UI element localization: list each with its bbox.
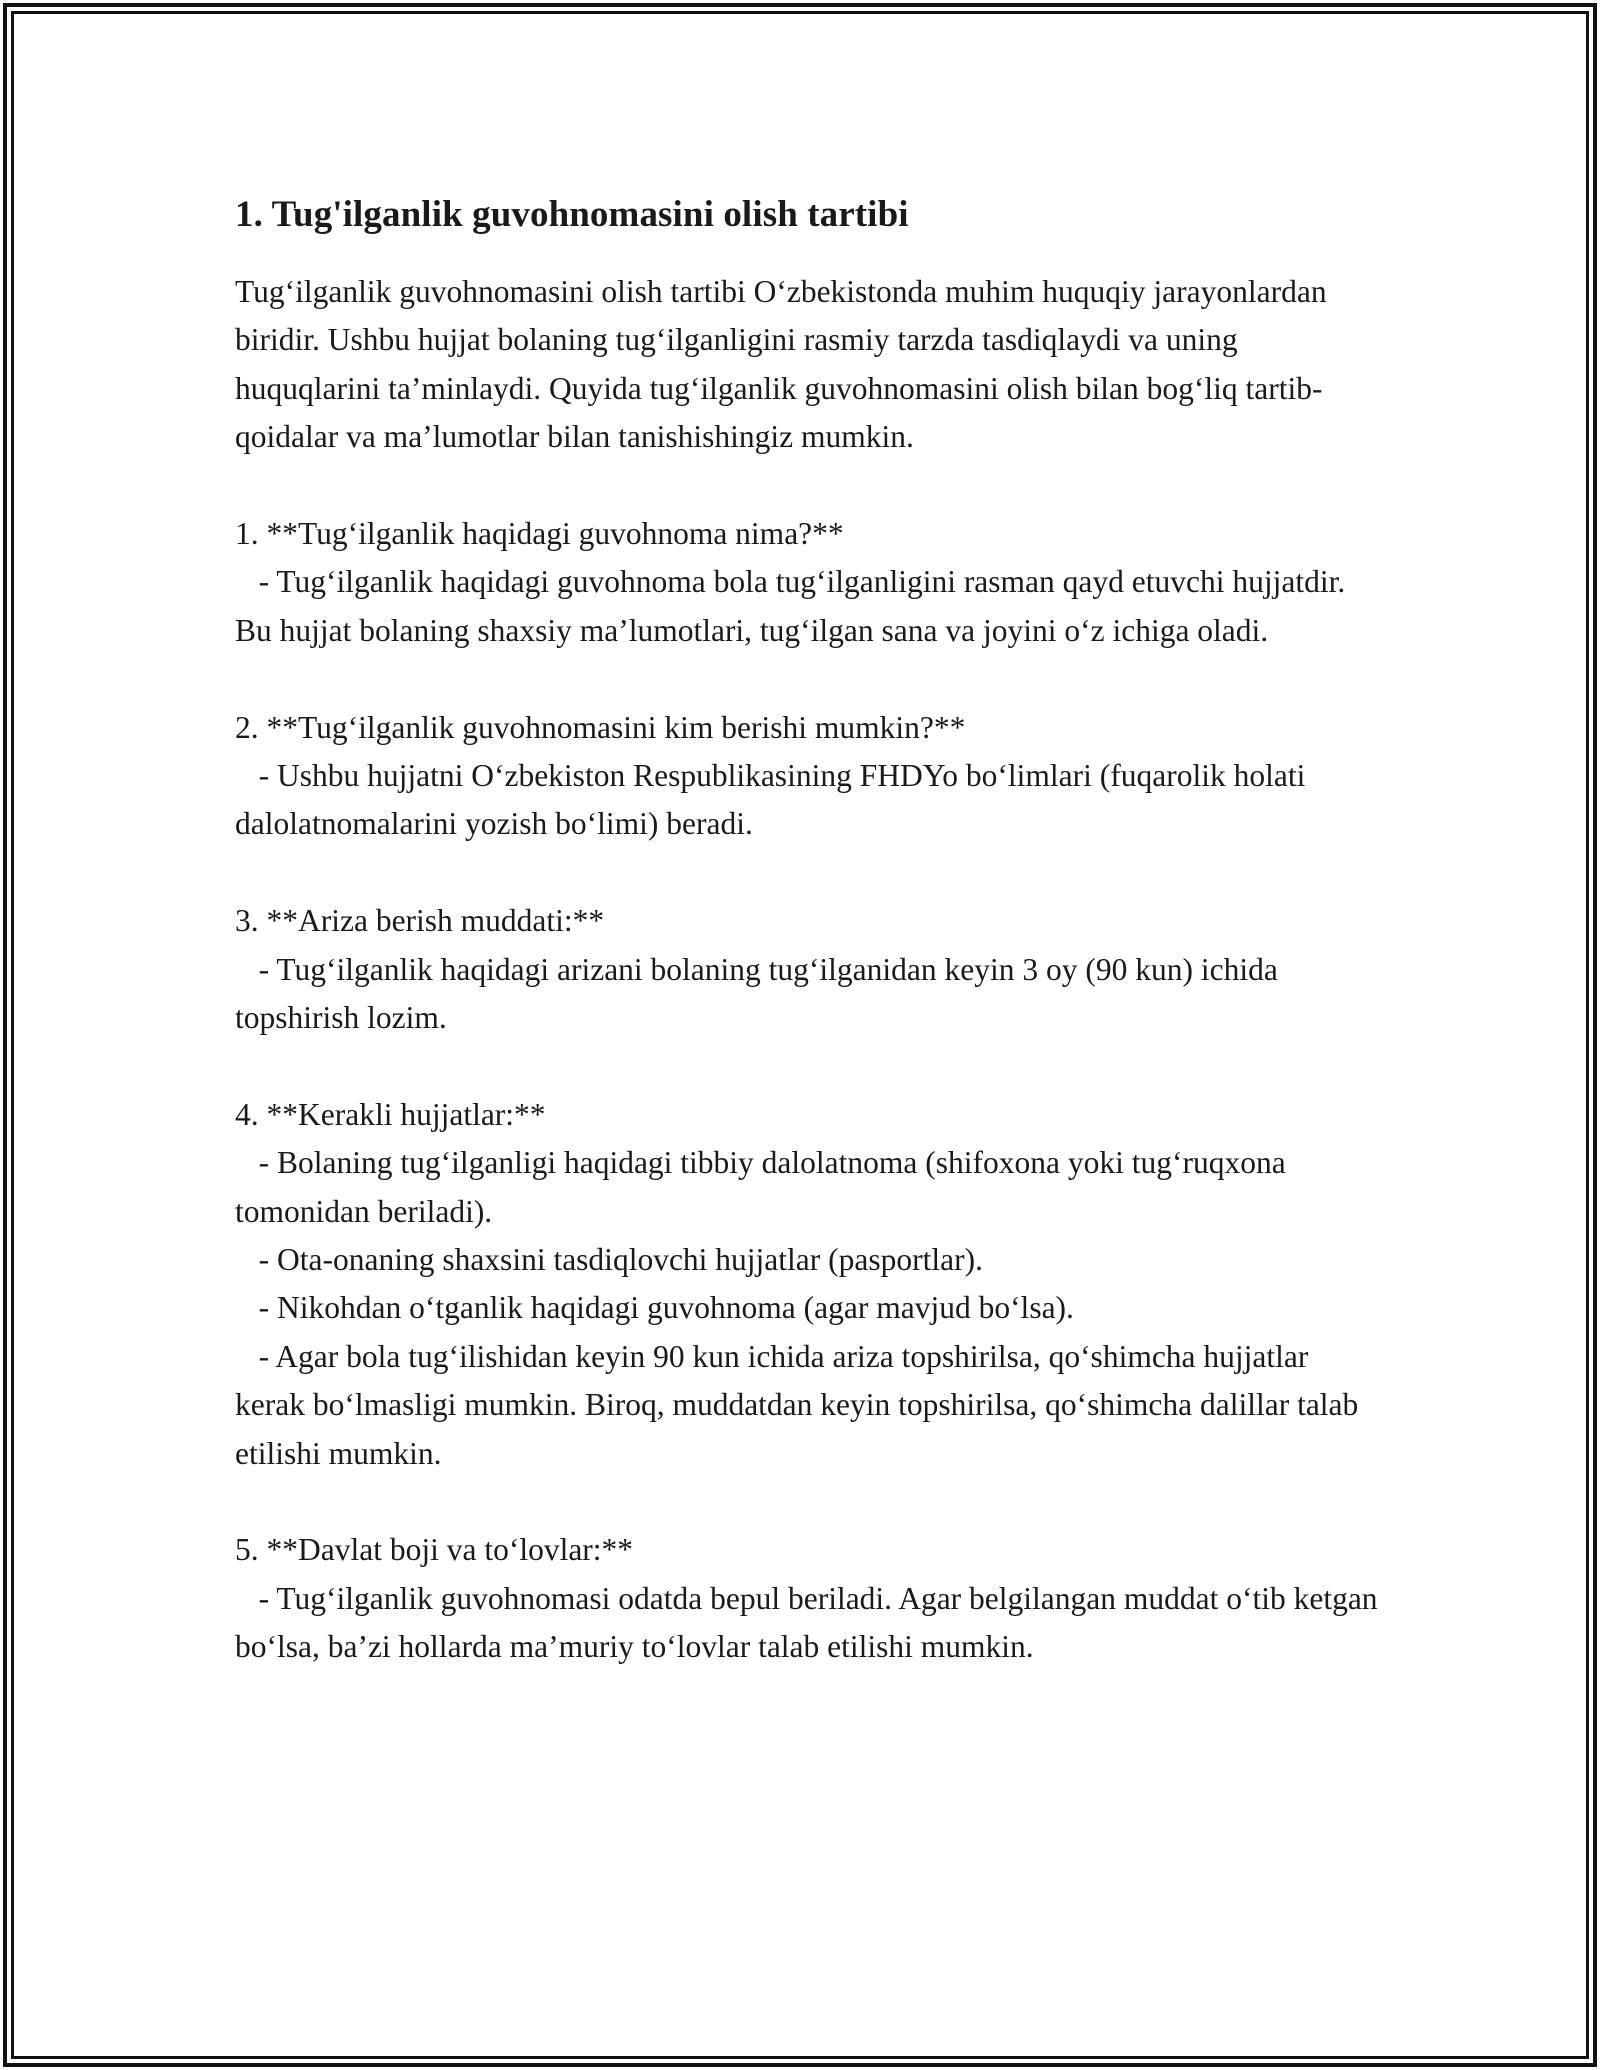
- section-item: - Agar bola tug‘ilishidan keyin 90 kun ichida ariza topshirilsa, qo‘shimcha hujjatlar kerak bo‘lmasligi mumkin. Biroq, muddatdan keyin topshirilsa, qo‘shimcha dalillar talab etilishi mumkin.: [235, 1338, 1367, 1471]
- section-item: - Ushbu hujjatni O‘zbekiston Respublikasining FHDYo bo‘limlari (fuqarolik holati dalolatnomalarini yozish bo‘limi) beradi.: [235, 758, 1314, 842]
- section-item: - Tug‘ilganlik haqidagi guvohnoma bola tug‘ilganligini rasman qayd etuvchi hujjatdir. Bu hujjat bolaning shaxsiy ma’lumotlari, tug‘ilgan sana va joyini o‘z ichiga oladi.: [235, 564, 1354, 648]
- section-5: [235, 1526, 1385, 1671]
- paragraph-gap: [235, 1478, 1385, 1526]
- section-heading: 5. **Davlat boji va to‘lovlar:**: [235, 1532, 634, 1568]
- section-item: - Tug‘ilganlik guvohnomasi odatda bepul beriladi. Agar belgilangan muddat o‘tib ketgan bo‘lsa, ba’zi hollarda ma’muriy to‘lovlar talab etilishi mumkin.: [235, 1580, 1386, 1665]
- section-heading: 3. **Ariza berish muddati:**: [235, 903, 605, 939]
- section-item: - Tug‘ilganlik haqidagi arizani bolaning tug‘ilganidan keyin 3 oy (90 kun) ichida topshirish lozim.: [235, 951, 1286, 1036]
- section-3: [235, 897, 1385, 1042]
- section-item: - Ota-onaning shaxsini tasdiqlovchi hujjatlar (pasportlar).: [235, 1242, 983, 1278]
- section-heading: 1. **Tug‘ilganlik haqidagi guvohnoma nima?**: [235, 516, 844, 552]
- document-body: [235, 188, 1385, 1672]
- intro-paragraph: Tug‘ilganlik guvohnomasini olish tartibi O‘zbekistonda muhim huquqiy jarayonlardan biridir. Ushbu hujjat bolaning tug‘ilganligini rasmiy tarzda tasdiqlaydi va uning huquqlarini ta’minlaydi. Quyida tug‘ilganlik guvohnomasini olish bilan bog‘liq tartib-qoidalar va ma’lumotlar bilan tanishishingiz mumkin.: [235, 274, 1335, 455]
- section-4: [235, 1091, 1385, 1478]
- paragraph-gap: [235, 849, 1385, 897]
- document-title: 1. Tug'ilganlik guvohnomasini olish tartibi: [235, 194, 909, 235]
- section-heading: 4. **Kerakli hujjatlar:**: [235, 1096, 546, 1132]
- section-item: - Nikohdan o‘tganlik haqidagi guvohnoma (agar mavjud bo‘lsa).: [235, 1290, 1074, 1326]
- section-heading: 2. **Tug‘ilganlik guvohnomasini kim berishi mumkin?**: [235, 709, 966, 745]
- section-1: [235, 510, 1385, 655]
- paragraph-gap: [235, 462, 1385, 510]
- section-item: - Bolaning tug‘ilganligi haqidagi tibbiy dalolatnoma (shifoxona yoki tug‘ruqxona tomonidan beriladi).: [235, 1145, 1294, 1229]
- paragraph-gap: [235, 655, 1385, 703]
- section-2: [235, 704, 1385, 849]
- paragraph-gap: [235, 1042, 1385, 1090]
